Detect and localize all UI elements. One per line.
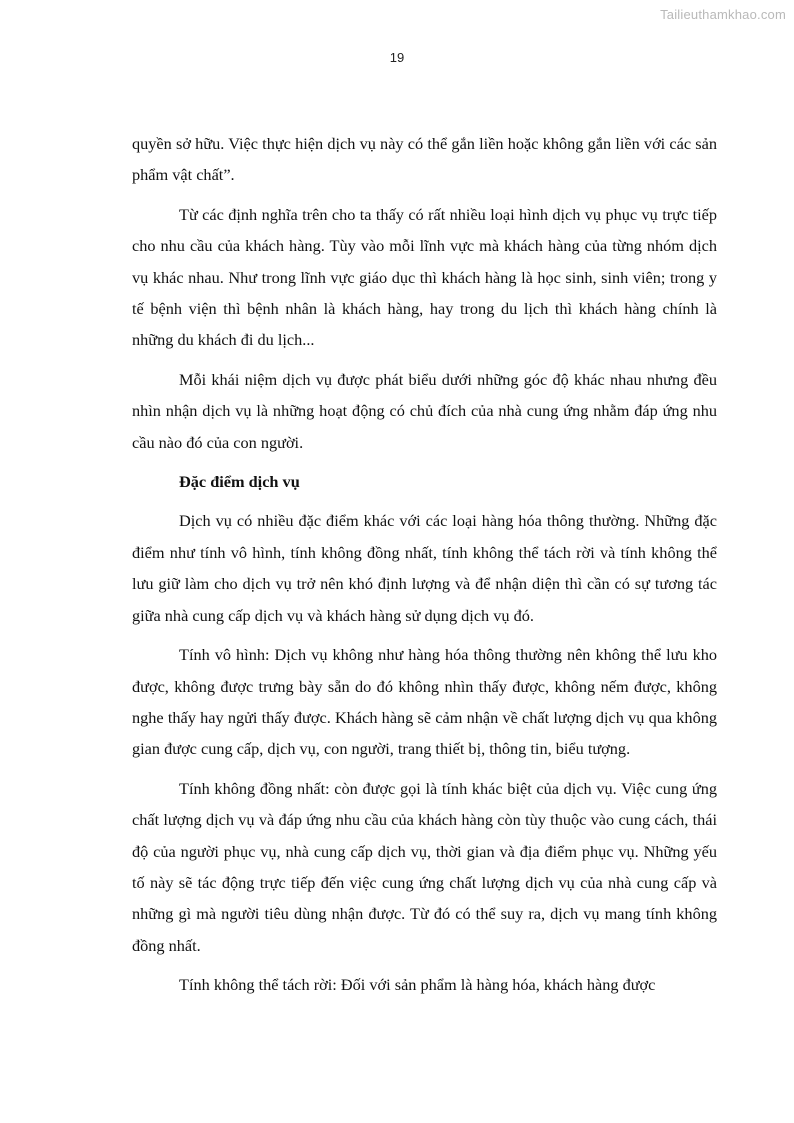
paragraph: Tính vô hình: Dịch vụ không như hàng hóa thông thường nên không thể lưu kho được, không được trưng bày sẵn do đó không nhìn thấy được, không nếm được, không nghe thấy hay ngửi thấy được. Khách hàng sẽ cảm nhận về chất lượng dịch vụ qua không gian được cung cấp, dịch vụ, con người, trang thiết bị, thông tin, biểu tượng. [132,645,717,759]
section-heading: Đặc điểm dịch vụ [179,472,300,492]
document-body [132,128,717,1009]
paragraph: Tính không đồng nhất: còn được gọi là tính khác biệt của dịch vụ. Việc cung ứng chất lượng dịch vụ và đáp ứng nhu cầu của khách hàng còn tùy thuộc vào cung cách, thái độ của người phục vụ, nhà cung cấp dịch vụ, thời gian và địa điểm phục vụ. Những yếu tố này sẽ tác động trực tiếp đến việc cung ứng chất lượng dịch vụ của nhà cung cấp và những gì mà người tiêu dùng nhận được. Từ đó có thể suy ra, dịch vụ mang tính không đồng nhất. [132,778,717,955]
watermark: Tailieuthamkhao.com [660,7,786,22]
paragraph: Mỗi khái niệm dịch vụ được phát biểu dưới những góc độ khác nhau nhưng đều nhìn nhận dịch vụ là những hoạt động có chủ đích của nhà cung ứng nhằm đáp ứng nhu cầu nào đó của con người. [132,369,717,452]
paragraph-partial: Tính không thể tách rời: Đối với sản phẩm là hàng hóa, khách hàng được [179,975,656,995]
paragraph-continuation: quyền sở hữu. Việc thực hiện dịch vụ này có thể gắn liền hoặc không gắn liền với các sản phẩm vật chất”. [132,134,717,185]
paragraph: Từ các định nghĩa trên cho ta thấy có rất nhiều loại hình dịch vụ phục vụ trực tiếp cho nhu cầu của khách hàng. Tùy vào mỗi lĩnh vực mà khách hàng của từng nhóm dịch vụ khác nhau. Như trong lĩnh vực giáo dục thì khách hàng là học sinh, sinh viên; trong y tế bệnh viện thì bệnh nhân là khách hàng, hay trong du lịch thì khách hàng chính là những du khách đi du lịch... [132,204,717,350]
page-number: 19 [389,50,405,65]
paragraph: Dịch vụ có nhiều đặc điểm khác với các loại hàng hóa thông thường. Những đặc điểm như tính vô hình, tính không đồng nhất, tính không thể tách rời và tính không thể lưu giữ làm cho dịch vụ trở nên khó định lượng và để nhận diện thì cần có sự tương tác giữa nhà cung cấp dịch vụ và khách hàng sử dụng dịch vụ đó. [132,511,717,625]
